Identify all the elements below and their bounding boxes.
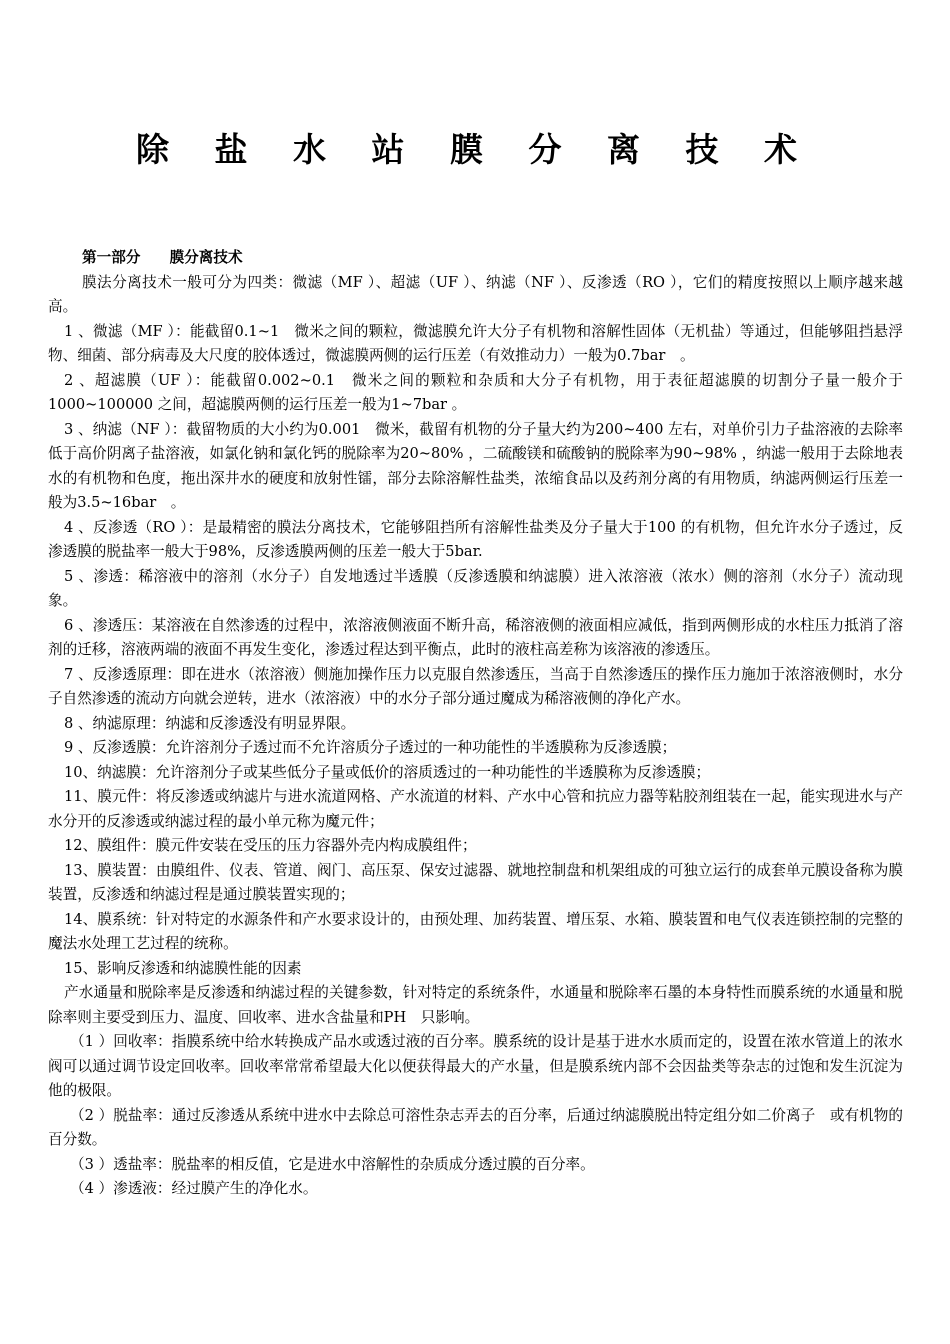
subitem-permeate: （4 ）渗透液：经过膜产生的净化水。 bbox=[70, 1180, 318, 1197]
item-reverse-osmosis: 4 、反渗透（RO ）：是最精密的膜法分离技术，它能够阻挡所有溶解性盐类及分子量大于100 的有机物，但允许水分子透过，反渗透膜的脱盐率一般大于98%，反渗透膜两侧的压差一般大于5bar. bbox=[48, 518, 903, 560]
item-ro-principle: 7 、反渗透原理：即在进水（浓溶液）侧施加操作压力以克服自然渗透压，当高于自然渗透压的操作压力施加于浓溶液侧时，水分子自然渗透的流动方向就会逆转，进水（浓溶液）中的水分子部分通过魔成为稀溶液侧的净化产水。 bbox=[48, 665, 903, 707]
item-membrane-module: 12、膜组件：膜元件安装在受压的压力容器外壳内构成膜组件； bbox=[64, 837, 477, 854]
item-microfiltration: 1 、微滤（MF ）：能截留0.1~1 微米之间的颗粒，微滤膜允许大分子有机物和溶解性固体（无机盐）等通过，但能够阻挡悬浮物、细菌、部分病毒及大尺度的胶体透过，微滤膜两侧的运行压差（有效推动力）一般为0.7bar 。 bbox=[48, 322, 903, 364]
subitem-salt-passage: （3 ）透盐率：脱盐率的相反值，它是进水中溶解性的杂质成分透过膜的百分率。 bbox=[70, 1155, 595, 1173]
item-ultrafiltration: 2 、超滤膜（UF ）：能截留0.002~0.1 微米之间的颗粒和杂质和大分子有机物，用于表征超滤膜的切割分子量一般介于1000~100000 之间，超滤膜两侧的运行压差一般为1~7bar 。 bbox=[48, 371, 903, 413]
document-body bbox=[48, 246, 903, 1202]
item-nf-membrane: 10、纳滤膜：允许溶剂分子或某些低分子量或低价的溶质透过的一种功能性的半透膜称为反渗透膜； bbox=[64, 763, 711, 781]
subitem-recovery: （1 ）回收率：指膜系统中给水转换成产品水或透过液的百分率。膜系统的设计是基于进水水质而定的，设置在浓水管道上的浓水阀可以通过调节设定回收率。回收率常常希望最大化以便获得最大的产水量，但是膜系统内部不会因盐类等杂志的过饱和发生沉淀为他的极限。 bbox=[48, 1033, 903, 1099]
item-nf-principle: 8 、纳滤原理：纳滤和反渗透没有明显界限。 bbox=[64, 714, 356, 732]
item-influencing-factors: 15、影响反渗透和纳滤膜性能的因素 bbox=[64, 959, 302, 977]
item-osmotic-pressure: 6 、渗透压：某溶液在自然渗透的过程中，浓溶液侧液面不断升高，稀溶液侧的液面相应减低，指到两侧形成的水柱压力抵消了溶剂的迁移，溶液两端的液面不再发生变化，渗透过程达到平衡点，此时的液柱高差称为该溶液的渗透压。 bbox=[48, 616, 903, 658]
subitem-salt-rejection: （2 ）脱盐率：通过反渗透从系统中进水中去除总可溶性杂志弄去的百分率，后通过纳滤膜脱出特定组分如二价离子 或有机物的百分数。 bbox=[48, 1106, 903, 1148]
section-heading: 第一部分 膜分离技术 bbox=[82, 249, 243, 266]
item-nanofiltration: 3 、纳滤（NF ）：截留物质的大小约为0.001 微米，截留有机物的分子量大约为200~400 左右，对单价引力子盐溶液的去除率低于高价阴离子盐溶液，如氯化钠和氯化钙的脱除率为20~80% ，二硫酸镁和硫酸钠的脱除率为90~98% ，纳滤一般用于去除地表水的有机物和色度，拖出深井水的硬度和放射性镭，部分去除溶解性盐类，浓缩食品以及药剂分离的有用物质，纳滤两侧运行压差一般为3.5~16bar 。 bbox=[48, 420, 903, 511]
item-osmosis: 5 、渗透：稀溶液中的溶剂（水分子）自发地透过半透膜（反渗透膜和纳滤膜）进入浓溶液（浓水）侧的溶剂（水分子）流动现象。 bbox=[48, 567, 903, 609]
page-title: 除 盐 水 站 膜 分 离 技 术 bbox=[136, 130, 814, 169]
item-membrane-system: 14、膜系统：针对特定的水源条件和产水要求设计的，由预处理、加药装置、增压泵、水箱、膜装置和电气仪表连锁控制的完整的魔法水处理工艺过程的统称。 bbox=[48, 910, 903, 952]
item-membrane-device: 13、膜装置：由膜组件、仪表、管道、阀门、高压泵、保安过滤器、就地控制盘和机架组成的可独立运行的成套单元膜设备称为膜装置，反渗透和纳滤过程是通过膜装置实现的； bbox=[48, 861, 903, 903]
item-ro-membrane: 9 、反渗透膜：允许溶剂分子透过而不允许溶质分子透过的一种功能性的半透膜称为反渗透膜； bbox=[64, 739, 677, 756]
factors-paragraph: 产水通量和脱除率是反渗透和纳滤过程的关键参数，针对特定的系统条件，水通量和脱除率石墨的本身特性而膜系统的水通量和脱除率则主要受到压力、温度、回收率、进水含盐量和PH 只影响。 bbox=[48, 984, 903, 1026]
item-membrane-element: 11、膜元件：将反渗透或纳滤片与进水流道网格、产水流道的材料、产水中心管和抗应力器等粘胶剂组装在一起，能实现进水与产水分开的反渗透或纳滤过程的最小单元称为魔元件； bbox=[48, 788, 903, 830]
intro-paragraph: 膜法分离技术一般可分为四类：微滤（MF ）、超滤（UF ）、纳滤（NF ）、反渗透（RO ），它们的精度按照以上顺序越来越高。 bbox=[48, 273, 903, 315]
